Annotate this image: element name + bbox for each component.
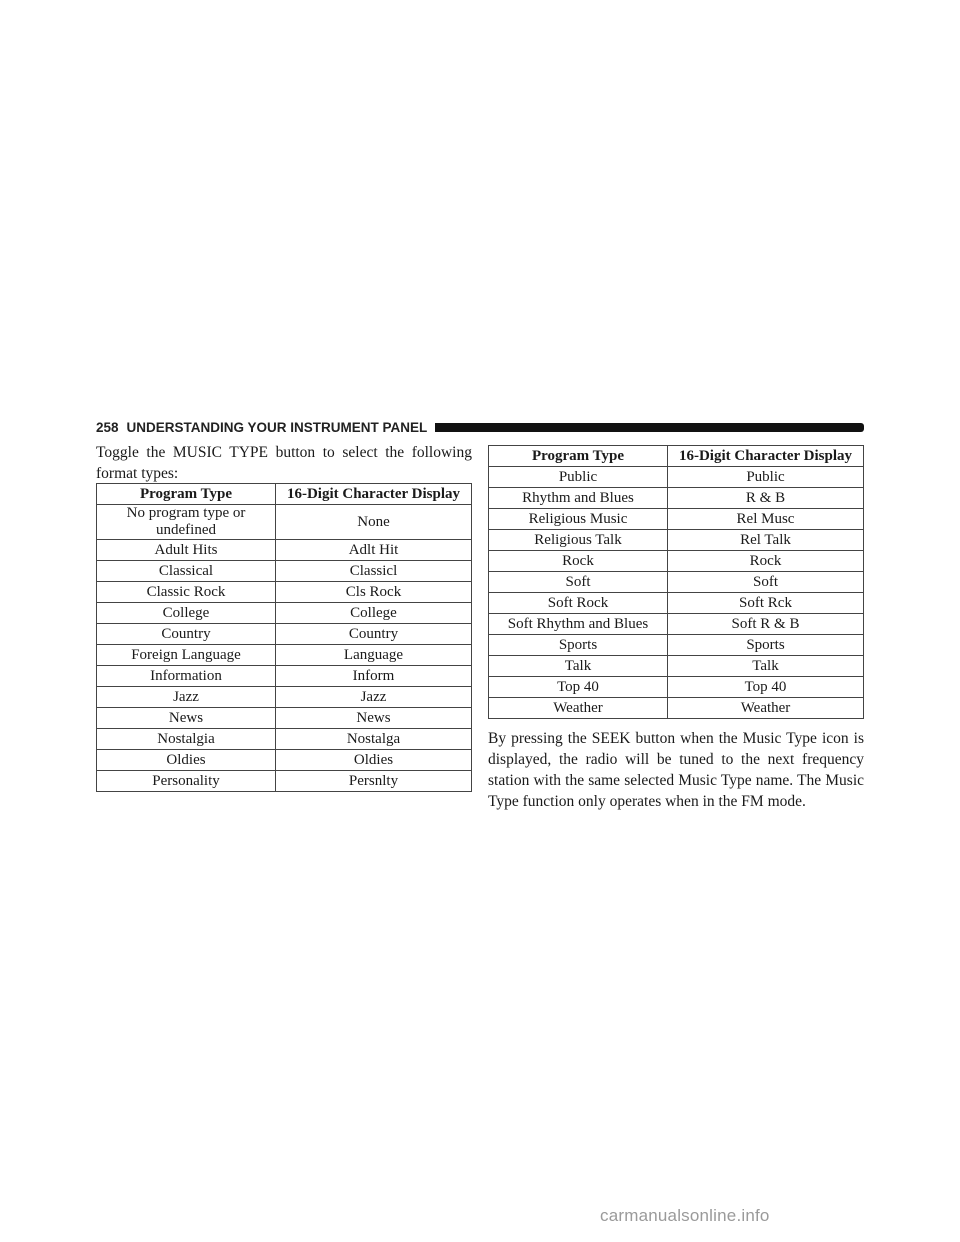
table-row: [489, 593, 864, 614]
display-cell: Language: [276, 645, 472, 666]
program-type-cell: Adult Hits: [97, 540, 276, 561]
table-row: [489, 635, 864, 656]
program-type-cell: No program type or undefined: [97, 505, 276, 540]
program-type-cell: Jazz: [97, 687, 276, 708]
table-row: [97, 645, 472, 666]
program-type-cell: Public: [489, 467, 668, 488]
table-row: [489, 530, 864, 551]
display-cell: Classicl: [276, 561, 472, 582]
program-type-cell: Classic Rock: [97, 582, 276, 603]
display-cell: Public: [668, 467, 864, 488]
display-cell: Sports: [668, 635, 864, 656]
program-type-cell: Personality: [97, 771, 276, 792]
program-type-cell: College: [97, 603, 276, 624]
table-row: [97, 505, 472, 540]
column-header-program-type: Program Type: [97, 484, 276, 505]
display-cell: Country: [276, 624, 472, 645]
intro-paragraph: Toggle the MUSIC TYPE button to select the following format types:: [96, 444, 472, 482]
table-row: [489, 698, 864, 719]
display-cell: Soft R & B: [668, 614, 864, 635]
table-row: [97, 771, 472, 792]
table-header-row: [489, 446, 864, 467]
program-type-cell: Country: [97, 624, 276, 645]
table-row: [97, 561, 472, 582]
column-header-display: 16-Digit Character Display: [668, 446, 864, 467]
table-header-row: [97, 484, 472, 505]
display-cell: Rock: [668, 551, 864, 572]
table-row: [489, 509, 864, 530]
display-cell: None: [276, 505, 472, 540]
display-cell: Soft: [668, 572, 864, 593]
display-cell: Rel Talk: [668, 530, 864, 551]
table-row: [97, 540, 472, 561]
table-row: [97, 729, 472, 750]
program-type-cell: Information: [97, 666, 276, 687]
page-header: [96, 417, 864, 437]
display-cell: Rel Musc: [668, 509, 864, 530]
display-cell: Adlt Hit: [276, 540, 472, 561]
seek-explanation-paragraph: By pressing the SEEK button when the Music Type icon is displayed, the radio will be tuned to the next frequency station with the same selected Music Type name. The Music Type function only operates when in the FM mode.: [488, 730, 864, 810]
program-type-cell: Rock: [489, 551, 668, 572]
table-row: [97, 624, 472, 645]
program-type-cell: Top 40: [489, 677, 668, 698]
table-row: [489, 572, 864, 593]
display-cell: Jazz: [276, 687, 472, 708]
table-row: [97, 603, 472, 624]
program-type-table-right: [488, 445, 864, 719]
display-cell: Persnlty: [276, 771, 472, 792]
display-cell: Inform: [276, 666, 472, 687]
program-type-cell: News: [97, 708, 276, 729]
program-type-cell: Nostalgia: [97, 729, 276, 750]
display-cell: Top 40: [668, 677, 864, 698]
table-row: [489, 551, 864, 572]
page-number: 258: [96, 419, 119, 435]
section-title: UNDERSTANDING YOUR INSTRUMENT PANEL: [126, 419, 428, 435]
header-rule: [435, 423, 864, 432]
program-type-cell: Sports: [489, 635, 668, 656]
display-cell: Soft Rck: [668, 593, 864, 614]
table-row: [97, 750, 472, 771]
program-type-cell: Foreign Language: [97, 645, 276, 666]
program-type-cell: Religious Music: [489, 509, 668, 530]
column-header-display: 16-Digit Character Display: [276, 484, 472, 505]
table-row: [97, 687, 472, 708]
program-type-cell: Soft: [489, 572, 668, 593]
table-row: [489, 488, 864, 509]
display-cell: Nostalga: [276, 729, 472, 750]
program-type-cell: Oldies: [97, 750, 276, 771]
column-header-program-type: Program Type: [489, 446, 668, 467]
program-type-cell: Weather: [489, 698, 668, 719]
table-row: [489, 467, 864, 488]
display-cell: Weather: [668, 698, 864, 719]
display-cell: Oldies: [276, 750, 472, 771]
display-cell: R & B: [668, 488, 864, 509]
watermark: carmanualsonline.info: [600, 1206, 770, 1225]
table-row: [97, 582, 472, 603]
table-row: [97, 666, 472, 687]
program-type-cell: Rhythm and Blues: [489, 488, 668, 509]
program-type-table-left: [96, 483, 472, 792]
display-cell: College: [276, 603, 472, 624]
program-type-cell: Religious Talk: [489, 530, 668, 551]
table-row: [489, 656, 864, 677]
table-row: [489, 614, 864, 635]
program-type-cell: Talk: [489, 656, 668, 677]
display-cell: Cls Rock: [276, 582, 472, 603]
program-type-cell: Classical: [97, 561, 276, 582]
program-type-cell: Soft Rock: [489, 593, 668, 614]
table-row: [97, 708, 472, 729]
table-row: [489, 677, 864, 698]
program-type-cell: Soft Rhythm and Blues: [489, 614, 668, 635]
display-cell: News: [276, 708, 472, 729]
display-cell: Talk: [668, 656, 864, 677]
